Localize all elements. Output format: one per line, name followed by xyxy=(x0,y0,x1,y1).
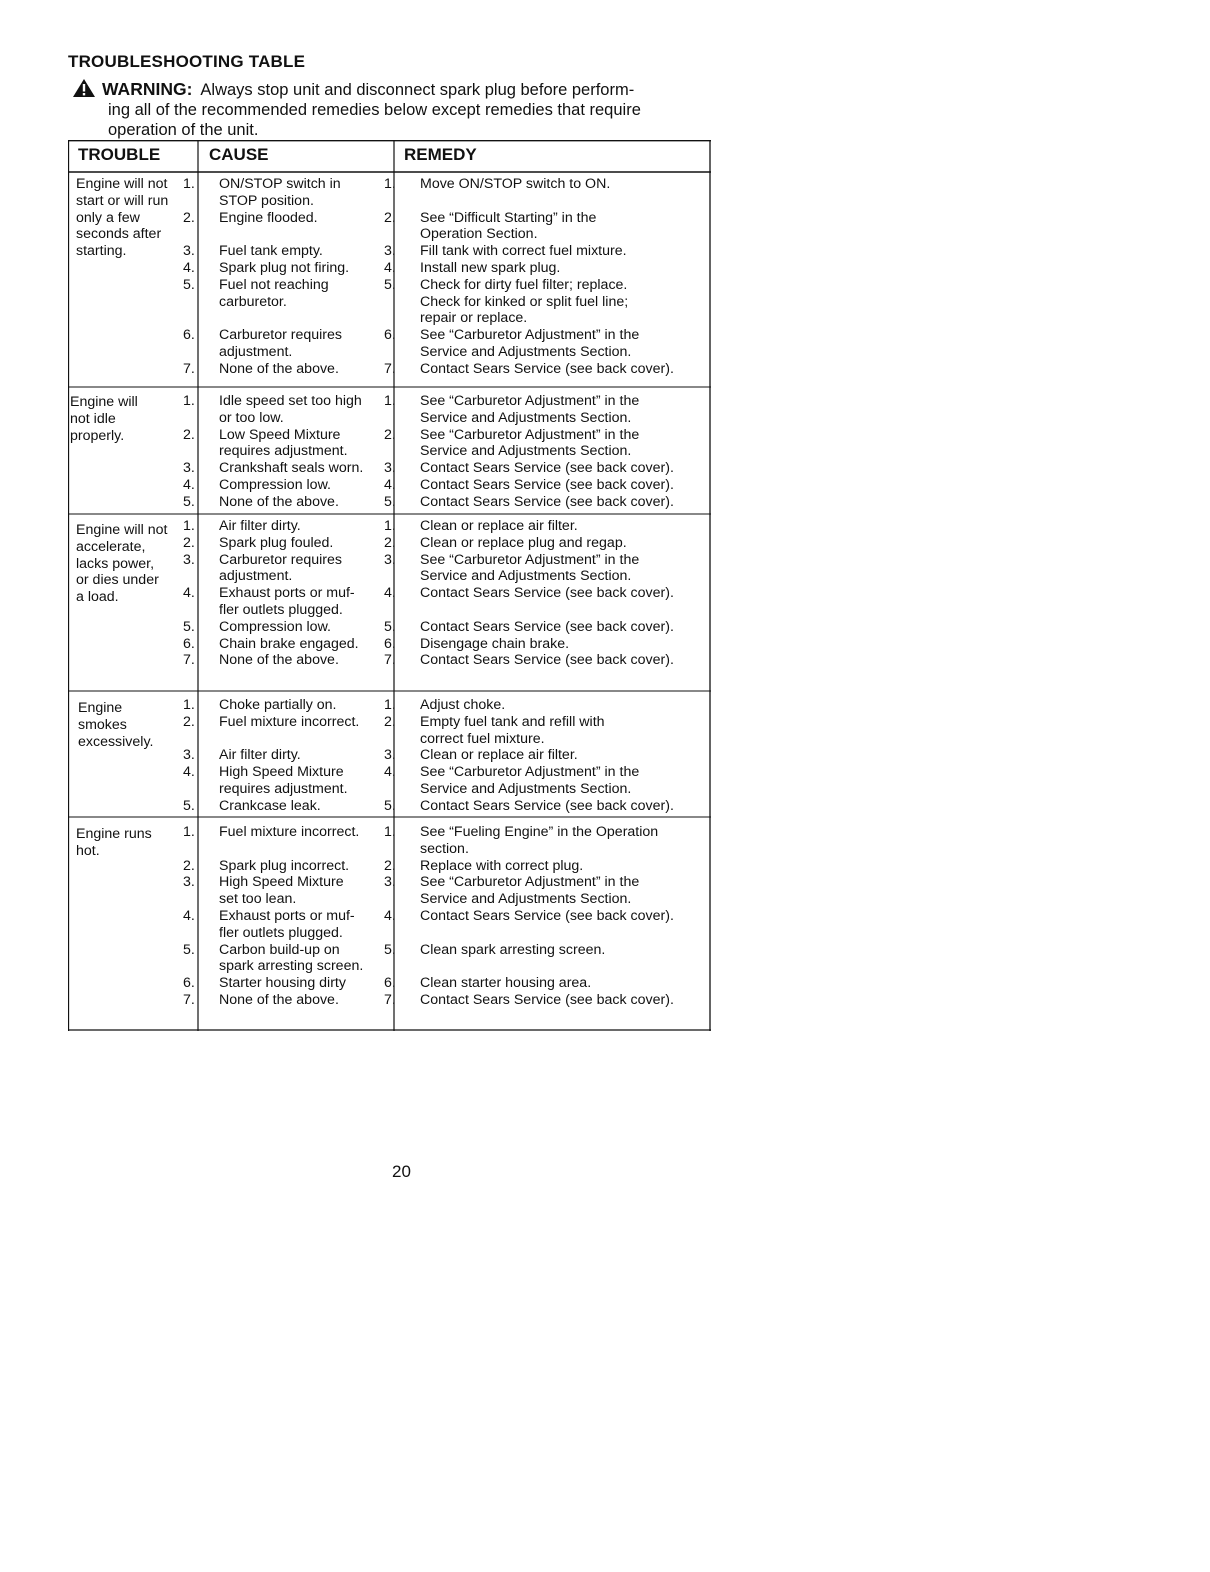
row-2-causes xyxy=(183,393,364,511)
row-3-remedy-3: 3. See “Carburetor Adjustment” in the Service and Adjustments Section. xyxy=(384,551,640,585)
page-title: TROUBLESHOOTING TABLE xyxy=(68,52,306,71)
row-5-remedy-4: 4. Contact Sears Service (see back cover). xyxy=(384,907,674,924)
row-3-trouble: Engine will not accelerate, lacks power, or dies under a load. xyxy=(76,522,168,606)
row-2-remedy-1: 1. See “Carburetor Adjustment” in the Service and Adjustments Section. xyxy=(384,393,640,426)
row-2-cause-4: 4. Compression low. xyxy=(183,476,331,493)
row-2-cause-3: 3. Crankshaft seals worn. xyxy=(183,460,364,477)
row-5-remedy-1: 1. See “Fueling Engine” in the Operation section. xyxy=(384,824,659,857)
warning-text-line-2: ing all of the recommended remedies below except remedies that require xyxy=(108,101,641,119)
row-3-cause-6: 6. Chain brake engaged. xyxy=(183,635,359,652)
row-5-cause-2: 2. Spark plug incorrect. xyxy=(183,857,350,874)
row-3-cause-2: 2. Spark plug fouled. xyxy=(183,534,334,551)
row-1-remedy-4: 4. Install new spark plug. xyxy=(384,259,561,276)
row-1-cause-3: 3. Fuel tank empty. xyxy=(183,243,323,260)
row-5-cause-6: 6. Starter housing dirty xyxy=(183,975,346,992)
row-4-remedy-2: 2. Empty fuel tank and refill with correct fuel mixture. xyxy=(384,713,605,747)
row-2-remedy-4: 4. Contact Sears Service (see back cover). xyxy=(384,476,674,493)
row-5-remedy-5: 5. Clean spark arresting screen. xyxy=(384,941,606,958)
row-2-cause-2: 2. Low Speed Mixture requires adjustment. xyxy=(183,426,348,460)
row-1-remedies xyxy=(384,176,674,378)
row-2-remedies xyxy=(384,393,674,511)
troubleshooting-table xyxy=(68,140,711,1031)
row-2-cause-5: 5. None of the above. xyxy=(183,493,339,510)
row-1-cause-4: 4. Spark plug not firing. xyxy=(183,259,350,276)
row-1-causes xyxy=(183,176,350,378)
row-5-remedy-2: 2. Replace with correct plug. xyxy=(384,857,584,874)
row-3-cause-4: 4. Exhaust ports or muf- fler outlets plugged. xyxy=(183,585,355,618)
row-5-cause-4: 4. Exhaust ports or muf- fler outlets plugged. xyxy=(183,907,355,941)
row-1-remedy-3: 3. Fill tank with correct fuel mixture. xyxy=(384,243,627,260)
warning-triangle-icon xyxy=(72,78,96,98)
row-1-remedy-1: 1. Move ON/STOP switch to ON. xyxy=(384,176,611,192)
row-5-causes xyxy=(183,824,364,1009)
header-remedy: REMEDY xyxy=(404,145,477,164)
row-5-remedy-7: 7. Contact Sears Service (see back cover). xyxy=(384,991,674,1008)
row-3-remedy-1: 1. Clean or replace air filter. xyxy=(384,518,578,534)
row-4-remedy-1: 1. Adjust choke. xyxy=(384,697,506,713)
row-1-remedy-2: 2. See “Difficult Starting” in the Operation Section. xyxy=(384,209,597,243)
row-4-remedies xyxy=(384,697,674,815)
row-2-trouble: Engine will not idle properly. xyxy=(70,394,138,444)
warning-label: WARNING: xyxy=(102,79,193,99)
row-2-remedy-5: 5. Contact Sears Service (see back cover). xyxy=(384,493,674,510)
row-4-cause-5: 5. Crankcase leak. xyxy=(183,797,321,814)
row-1-cause-6: 6. Carburetor requires adjustment. xyxy=(183,327,343,360)
row-3-remedy-5: 5. Contact Sears Service (see back cover). xyxy=(384,618,674,635)
row-3-cause-7: 7. None of the above. xyxy=(183,652,339,669)
row-5-trouble: Engine runs hot. xyxy=(76,826,152,859)
row-4-cause-4: 4. High Speed Mixture requires adjustment. xyxy=(183,764,348,797)
row-1-remedy-5: 5. Check for dirty fuel filter; replace. Check for kinked or split fuel line; repair or replace. xyxy=(384,276,629,327)
row-5-cause-1: 1. Fuel mixture incorrect. xyxy=(183,824,360,840)
row-5-cause-5: 5. Carbon build-up on spark arresting screen. xyxy=(183,941,364,975)
row-1-cause-5: 5. Fuel not reaching carburetor. xyxy=(183,276,329,310)
header-cause: CAUSE xyxy=(209,145,269,164)
row-3-cause-5: 5. Compression low. xyxy=(183,618,331,635)
row-2-cause-1: 1. Idle speed set too high or too low. xyxy=(183,393,362,426)
row-3-remedies xyxy=(384,518,674,669)
row-4-remedy-5: 5. Contact Sears Service (see back cover). xyxy=(384,797,674,814)
row-1-remedy-6: 6. See “Carburetor Adjustment” in the Service and Adjustments Section. xyxy=(384,327,640,360)
row-5-remedies xyxy=(384,824,674,1009)
row-3-cause-3: 3. Carburetor requires adjustment. xyxy=(183,551,343,585)
row-5-cause-7: 7. None of the above. xyxy=(183,991,339,1008)
row-4-remedy-4: 4. See “Carburetor Adjustment” in the Service and Adjustments Section. xyxy=(384,764,640,797)
row-4-cause-2: 2. Fuel mixture incorrect. xyxy=(183,713,360,730)
row-3-remedy-6: 6. Disengage chain brake. xyxy=(384,635,570,652)
row-2-remedy-3: 3. Contact Sears Service (see back cover). xyxy=(384,460,674,477)
row-3-cause-1: 1. Air filter dirty. xyxy=(183,518,301,534)
row-4-cause-3: 3. Air filter dirty. xyxy=(183,747,301,764)
row-4-cause-1: 1. Choke partially on. xyxy=(183,697,337,713)
warning-notice xyxy=(72,75,712,140)
row-1-trouble: Engine will not start or will run only a few seconds after starting. xyxy=(76,176,169,260)
row-1-cause-2: 2. Engine flooded. xyxy=(183,209,318,226)
row-3-causes xyxy=(183,518,359,669)
row-3-remedy-2: 2. Clean or replace plug and regap. xyxy=(384,534,627,551)
header-trouble: TROUBLE xyxy=(78,145,161,164)
row-2-remedy-2: 2. See “Carburetor Adjustment” in the Service and Adjustments Section. xyxy=(384,426,640,460)
warning-text-line-3: operation of the unit. xyxy=(108,121,259,139)
row-5-cause-3: 3. High Speed Mixture set too lean. xyxy=(183,874,344,908)
page-number: 20 xyxy=(392,1162,411,1181)
row-3-remedy-4: 4. Contact Sears Service (see back cover). xyxy=(384,585,674,602)
row-4-remedy-3: 3. Clean or replace air filter. xyxy=(384,747,578,764)
row-4-trouble: Engine smokes excessively. xyxy=(78,700,154,750)
row-1-cause-1: 1. ON/STOP switch in STOP position. xyxy=(183,176,341,209)
row-5-remedy-6: 6. Clean starter housing area. xyxy=(384,975,592,992)
row-1-remedy-7: 7. Contact Sears Service (see back cover). xyxy=(384,360,674,377)
row-5-remedy-3: 3. See “Carburetor Adjustment” in the Service and Adjustments Section. xyxy=(384,874,640,908)
row-1-cause-7: 7. None of the above. xyxy=(183,360,339,377)
row-4-causes xyxy=(183,697,360,815)
warning-text-line-1: Always stop unit and disconnect spark plug before perform- xyxy=(200,81,635,99)
row-3-remedy-7: 7. Contact Sears Service (see back cover). xyxy=(384,652,674,669)
